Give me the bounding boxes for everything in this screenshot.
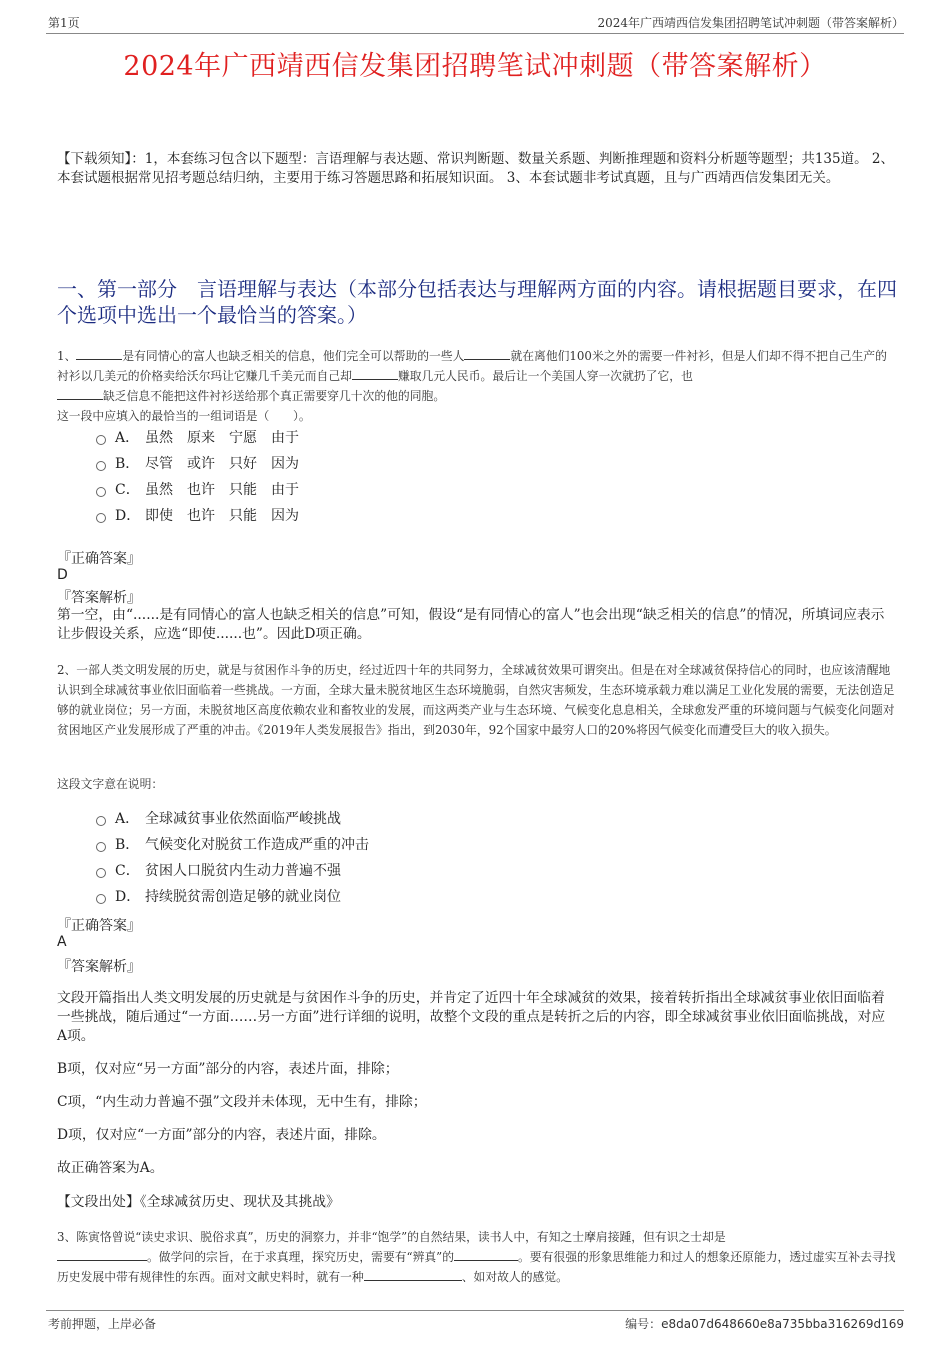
- analysis-option-d: D项，仅对应“一方面”部分的内容，表述片面，排除。: [57, 1127, 386, 1143]
- fill-blank: [76, 347, 122, 360]
- analysis-label: 『答案解析』: [57, 590, 141, 606]
- header-divider: [46, 33, 904, 34]
- page-number: 第1页: [48, 16, 80, 30]
- analysis-text: 第一空，由“......是有同情心的富人也缺乏相关的信息”可知，假设“是有同情心的富人”也会出现“缺乏相关的信息”的情况，所填词应表示让步假设关系，应选“即使......也”。因此D项正确。: [57, 607, 885, 642]
- document-code: 编号：e8da07d648660e8a735bba316269d169: [625, 1317, 904, 1331]
- analysis-conclusion: 故正确答案为A。: [57, 1160, 164, 1176]
- source-citation: 【文段出处】《全球减贫历史、现状及其挑战》: [57, 1194, 340, 1210]
- question-1-text: 1、 是有同情心的富人也缺乏相关的信息，他们完全可以帮助的一些人 就在离他们100米之外的需要一件衬衫，但是人们却不得不把自己生产的衬衫以几美元的价格卖给沃尔玛让它赚几千美元而自己却 赚取几元人民币。最后让一个美国人穿一次就扔了它，也 缺乏信息不能把这件衬衫送给那个真正需要穿几十次的他的同胞。 这一段中应填入的最恰当的一组词语是（ ）。: [57, 349, 887, 423]
- question-2-prompt: 这段文字意在说明：: [57, 777, 164, 791]
- header-doc-title: 2024年广西靖西信发集团招聘笔试冲刺题（带答案解析）: [597, 16, 904, 30]
- question-3-text: 3、陈寅恪曾说“读史求识、脱俗求真”，历史的洞察力，并非“饱学”的自然结果，读书人中，有知之士摩肩接踵，但有识之士却是 。做学问的宗旨，在于求真理，探究历史，需要有“辨真”的 。要有很强的形象思维能力和过人的想象还原能力，透过虚实互补去寻找历史发展中带有规律性的东西。面对文献史料时，就有一种 、如对故人的感觉。: [57, 1230, 896, 1284]
- radio-button[interactable]: [96, 461, 106, 471]
- radio-button[interactable]: [96, 868, 106, 878]
- footer-slogan: 考前押题，上岸必备: [48, 1317, 157, 1331]
- analysis-option-c: C项，“内生动力普遍不强”文段并未体现，无中生有，排除；: [57, 1094, 427, 1110]
- answer-label: 『正确答案』: [57, 918, 141, 934]
- question-1-prompt: 这一段中应填入的最恰当的一组词语是（ ）。: [57, 409, 311, 423]
- question-2-options: [96, 806, 369, 910]
- fill-blank: [352, 367, 398, 380]
- option-a[interactable]: A． 全球减贫事业依然面临严峻挑战: [96, 806, 369, 832]
- answer-label: 『正确答案』: [57, 551, 141, 567]
- fill-blank: [454, 1248, 518, 1261]
- radio-button[interactable]: [96, 842, 106, 852]
- section-heading: 一、第一部分 言语理解与表达（本部分包括表达与理解两方面的内容。请根据题目要求，在四个选项中选出一个最恰当的答案。）: [57, 277, 897, 327]
- radio-button[interactable]: [96, 816, 106, 826]
- analysis-option-b: B项，仅对应“另一方面”部分的内容，表述片面，排除；: [57, 1061, 399, 1077]
- answer-value: A: [57, 934, 67, 950]
- fill-blank: [57, 1248, 147, 1261]
- fill-blank: [364, 1268, 462, 1281]
- radio-button[interactable]: [96, 487, 106, 497]
- radio-button[interactable]: [96, 513, 106, 523]
- answer-value: D: [57, 567, 68, 583]
- download-notice: 【下载须知】：1，本套练习包含以下题型：言语理解与表达题、常识判断题、数量关系题、判断推理题和资料分析题等题型；共135道。 2、本套试题根据常见招考题总结归纳，主要用于练习答题思路和拓展知识面。 3、本套试题非考试真题，且与广西靖西信发集团无关。: [57, 151, 894, 186]
- fill-blank: [464, 347, 510, 360]
- option-b[interactable]: B． 尽管 或许 只好 因为: [96, 451, 299, 477]
- fill-blank: [57, 387, 103, 400]
- option-d[interactable]: D． 即使 也许 只能 因为: [96, 503, 299, 529]
- question-2-text: 2、一部人类文明发展的历史，就是与贫困作斗争的历史，经过近四十年的共同努力，全球减贫效果可谓突出。但是在对全球减贫保持信心的同时，也应该清醒地认识到全球减贫事业依旧面临着一些挑战。一方面，全球大量未脱贫地区生态环境脆弱，自然灾害频发，生态环境承载力难以满足工业化发展的需要，无法创造足够的就业岗位；另一方面，未脱贫地区高度依赖农业和畜牧业的发展，而这两类产业与生态环境、气候变化息息相关，全球愈发严重的环境问题与气候变化问题对贫困地区产业发展形成了严重的冲击。《2019年人类发展报告》指出，到2030年，92个国家中最穷人口的20%将因气候变化而遭受巨大的收入损失。: [57, 663, 895, 737]
- footer-divider: [46, 1310, 904, 1311]
- option-a[interactable]: A． 虽然 原来 宁愿 由于: [96, 425, 299, 451]
- page-title: 2024年广西靖西信发集团招聘笔试冲刺题（带答案解析）: [123, 51, 827, 82]
- radio-button[interactable]: [96, 894, 106, 904]
- question-number: 1、: [57, 349, 77, 363]
- option-b[interactable]: B． 气候变化对脱贫工作造成严重的冲击: [96, 832, 369, 858]
- radio-button[interactable]: [96, 435, 106, 445]
- analysis-label: 『答案解析』: [57, 959, 141, 975]
- option-d[interactable]: D． 持续脱贫需创造足够的就业岗位: [96, 884, 369, 910]
- option-c[interactable]: C． 虽然 也许 只能 由于: [96, 477, 299, 503]
- question-1-options: [96, 425, 299, 529]
- analysis-text: 文段开篇指出人类文明发展的历史就是与贫困作斗争的历史，并肯定了近四十年全球减贫的效果，接着转折指出全球减贫事业依旧面临着一些挑战，随后通过“一方面……另一方面”进行详细的说明，故整个文段的重点是转折之后的内容，即全球减贫事业依旧面临挑战，对应A项。: [57, 990, 886, 1044]
- option-c[interactable]: C． 贫困人口脱贫内生动力普遍不强: [96, 858, 369, 884]
